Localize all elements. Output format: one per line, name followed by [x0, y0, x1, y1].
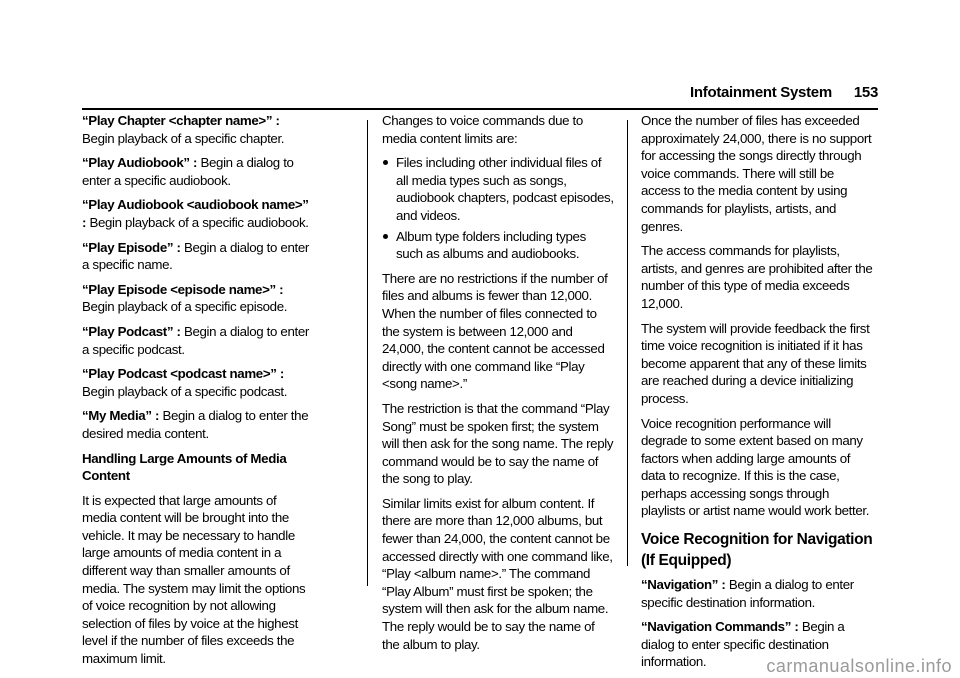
command-entry	[82, 196, 314, 231]
bullet-list	[382, 154, 614, 263]
header-rule	[82, 108, 878, 110]
command-term: “Navigation” :	[641, 577, 726, 593]
command-entry	[82, 323, 314, 358]
command-desc: Begin a dialog to enter a specific audiobook.	[82, 155, 294, 188]
command-term: “Play Episode <episode name>” :	[82, 281, 284, 297]
command-desc: Begin playback of a specific episode.	[82, 299, 288, 315]
column-divider-1	[367, 120, 368, 586]
paragraph: Once the number of files has exceeded approximately 24,000, there is no support for accessing the songs directly through voice commands. There will still be access to the media content by using commands for playlists, artists, and genres.	[641, 113, 872, 234]
command-desc: Begin playback of a specific chapter.	[82, 130, 285, 146]
paragraph: The access commands for playlists, artists, and genres are prohibited after the number of this type of media exceeds 12,000.	[641, 243, 873, 311]
command-entry	[82, 112, 314, 147]
command-entry	[82, 407, 314, 442]
command-entry	[82, 239, 314, 274]
command-term: “Navigation Commands” :	[641, 619, 799, 635]
command-entry	[82, 281, 314, 316]
command-term: “Play Podcast” :	[82, 323, 181, 339]
page-number: 153	[853, 84, 878, 101]
command-term: “My Media” :	[82, 408, 160, 424]
column-3	[641, 112, 873, 678]
paragraph: It is expected that large amounts of media content will be brought into the vehicle. It may be necessary to handle large amounts of media content in a different way than smaller amounts of media. The system may limit the options of voice recognition by not allowing selection of files by voice at the highest level if the number of files exceeds the maximum limit.	[82, 492, 306, 667]
subheading-large-media: Handling Large Amounts of Media Content	[82, 450, 287, 484]
watermark: carmanualsonline.info	[766, 656, 952, 676]
paragraph: The restriction is that the command “Play Song” must be spoken first; the system will then ask for the song name. The reply command would be to say the name of the song to play.	[382, 400, 614, 487]
column-divider-2	[627, 120, 628, 566]
command-desc: Begin a dialog to enter a specific podcast.	[82, 323, 309, 357]
command-desc: Begin a dialog to enter specific destination information.	[641, 619, 845, 670]
paragraph: Similar limits exist for album content. If there are more than 12,000 albums, but fewer than 24,000, the content cannot be accessed directly with one command like, “Play <album name>.” The command “Play Album” must first be spoken; the system will then ask for the album name. The reply would be to say the name of the album to play.	[382, 495, 613, 652]
paragraph: There are no restrictions if the number of files and albums is fewer than 12,000. When the number of files connected to the system is between 12,000 and 24,000, the content cannot be accessed directly with one command like “Play <song name>.”	[382, 270, 608, 392]
column-1	[82, 112, 314, 675]
section-title: Infotainment System	[690, 84, 832, 101]
page-header	[600, 84, 878, 106]
paragraph: The system will provide feedback the first time voice recognition is initiated if it has become apparent that any of these limits are reached during a device initializing process.	[641, 320, 870, 406]
command-desc: Begin a dialog to enter the desired media content.	[82, 408, 309, 441]
command-entry	[82, 365, 314, 400]
command-term: “Play Chapter <chapter name>” :	[82, 113, 280, 128]
list-item: Files including other individual files of all media types such as songs, audiobook chapters, podcast episodes, and videos.	[382, 154, 614, 224]
command-term: “Play Podcast <podcast name>” :	[82, 366, 284, 382]
command-term: “Play Audiobook <audiobook name>” :	[82, 197, 309, 230]
command-term: “Play Episode” :	[82, 239, 181, 255]
command-desc: Begin playback of a specific audiobook.	[89, 214, 309, 230]
command-desc: Begin a dialog to enter a specific name.	[82, 239, 309, 273]
command-entry	[641, 576, 873, 611]
paragraph: Changes to voice commands due to media content limits are:	[382, 113, 583, 146]
command-desc: Begin a dialog to enter specific destination information.	[641, 577, 854, 610]
paragraph: Voice recognition performance will degrade to some extent based on many factors when adding large amounts of data to recognize. If this is the case, perhaps accessing songs through playlists or artist name would work better.	[641, 415, 870, 519]
list-item: Album type folders including types such as albums and audiobooks.	[382, 228, 614, 263]
column-2	[382, 112, 614, 660]
command-desc: Begin playback of a specific podcast.	[82, 383, 288, 399]
command-entry	[82, 154, 314, 189]
section-heading-navigation: Voice Recognition for Navigation (If Equipped)	[641, 531, 873, 570]
command-term: “Play Audiobook” :	[82, 155, 198, 171]
